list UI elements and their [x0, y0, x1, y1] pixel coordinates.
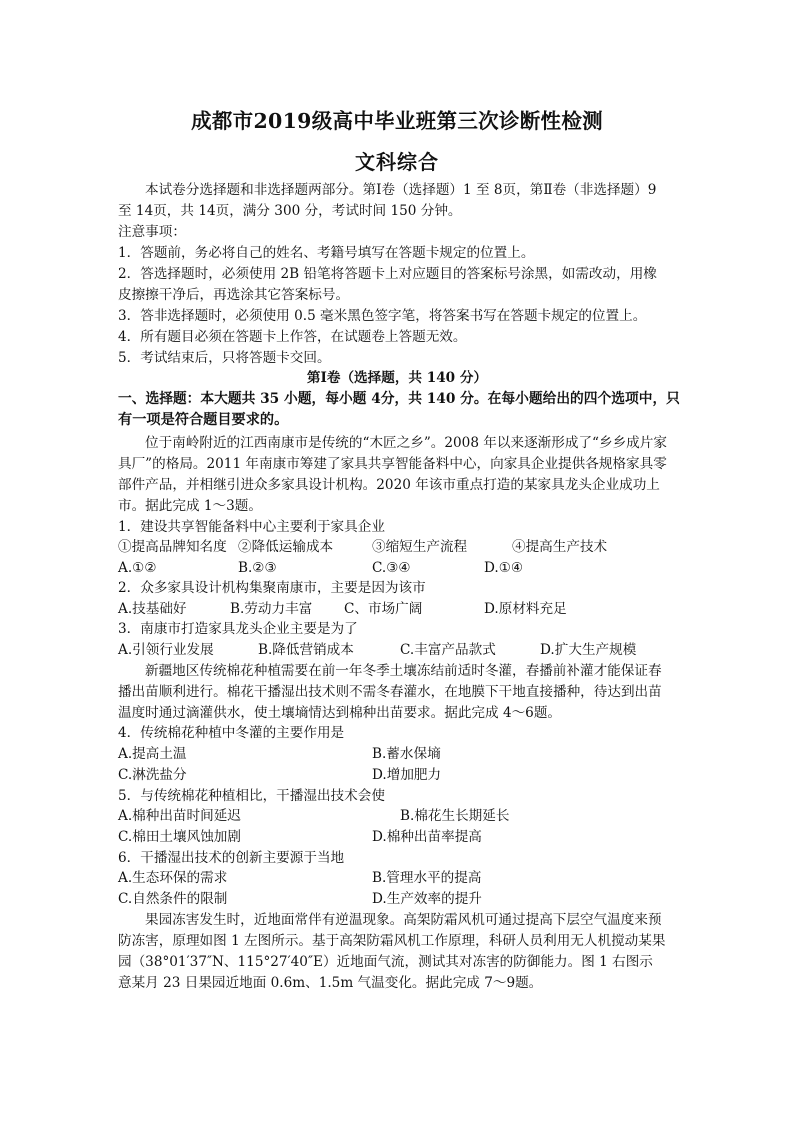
passage-line: 意某月 23 日果园近地面 0.6m、1.5m 气温变化。据此完成 7～9题。 — [118, 975, 543, 991]
exam-subtitle: 文科综合 — [355, 150, 439, 174]
statement-item: ②降低运输成本 — [238, 539, 334, 555]
statement-item: ④提高生产技术 — [512, 539, 608, 555]
answer-option: C.自然条件的限制 — [118, 891, 228, 907]
answer-option: C.丰富产品款式 — [400, 642, 496, 658]
intro-line: 至 14页，共 14页，满分 300 分，考试时间 150 分钟。 — [118, 203, 462, 219]
notice-line: 皮擦擦干净后，再选涂其它答案标号。 — [118, 287, 350, 303]
answer-option: D.①④ — [484, 560, 524, 576]
answer-option: A.生态环保的需求 — [118, 870, 228, 886]
part-title: 第Ⅰ卷（选择题，共 140 分） — [306, 370, 488, 386]
section-heading-line: 有一项是符合题目要求的。 — [118, 412, 289, 428]
exam-title: 成都市2019级高中毕业班第三次诊断性检测 — [191, 109, 603, 133]
answer-option: A.技基础好 — [118, 601, 187, 617]
answer-option: C.③④ — [372, 560, 411, 576]
answer-option: B.②③ — [238, 560, 277, 576]
answer-option: B.蓄水保墒 — [372, 746, 441, 762]
notice-line: 2．答选择题时，必须使用 2B 铅笔将答题卡上对应题目的答案标号涂黑，如需改动，用橡 — [118, 266, 657, 282]
question-stem: 1．建设共享智能备料中心主要利于家具企业 — [118, 519, 385, 535]
statement-item: ①提高品牌知名度 — [118, 539, 227, 555]
passage-line: 新疆地区传统棉花种植需要在前一年冬季土壤冻结前适时冬灌，春播前补灌才能保证春 — [145, 663, 662, 679]
passage-line: 园（38°01′37″N、115°27′40″E）近地面气流，测试其对冻害的防御能力。图 1 右图示 — [118, 954, 653, 970]
passage-line: 温度时通过滴灌供水，使土壤墒情达到棉种出苗要求。据此完成 4～6题。 — [118, 705, 562, 721]
notice-line: 4．所有题目必须在答题卡上作答，在试题卷上答题无效。 — [118, 329, 467, 345]
answer-option: C.淋洗盐分 — [118, 767, 187, 783]
passage-line: 防冻害，原理如图 1 左图所示。基于高架防霜风机工作原理，科研人员利用无人机搅动某果 — [118, 933, 666, 949]
section-heading-line: 一、选择题：本大题共 35 小题，每小题 4分，共 140 分。在每小题给出的四个选项中，只 — [118, 391, 680, 407]
passage-line: 部件产品，并相继引进众多家具设计机构。2020 年该市重点打造的某家具龙头企业成功上 — [118, 477, 660, 493]
answer-option: B.劳动力丰富 — [230, 601, 313, 617]
notice-line: 1．答题前，务必将自己的姓名、考籍号填写在答题卡规定的位置上。 — [118, 245, 535, 261]
answer-option: B.降低营销成本 — [258, 642, 354, 658]
answer-option: D.生产效率的提升 — [372, 891, 482, 907]
passage-line: 位于南岭附近的江西南康市是传统的“木匠之乡”。2008 年以来逐渐形成了“乡乡成片家 — [145, 435, 667, 451]
answer-option: A.引领行业发展 — [118, 642, 214, 658]
question-stem: 2．众多家具设计机构集聚南康市，主要是因为该市 — [118, 580, 426, 596]
answer-option: A.①② — [118, 560, 157, 576]
passage-line: 具厂”的格局。2011 年南康市筹建了家具共享智能备料中心，向家具企业提供各规格家具零 — [118, 456, 667, 472]
answer-option: C.棉田土壤风蚀加剧 — [118, 829, 241, 845]
answer-option: C、市场广阔 — [344, 601, 423, 617]
passage-line: 市。据此完成 1～3题。 — [118, 498, 262, 514]
notice-line: 3．答非选择题时，必须使用 0.5 毫米黑色签字笔，将答案书写在答题卡规定的位置上。 — [118, 308, 647, 324]
passage-line: 播出苗顺利进行。棉花干播湿出技术则不需冬春灌水，在地膜下干地直接播种，待达到出苗 — [118, 684, 662, 700]
answer-option: D.扩大生产规模 — [540, 642, 637, 658]
answer-option: D.原材料充足 — [484, 601, 567, 617]
answer-option: A.棉种出苗时间延迟 — [118, 808, 241, 824]
notice-line: 5．考试结束后，只将答题卡交回。 — [118, 350, 331, 366]
answer-option: B.棉花生长期延长 — [400, 808, 510, 824]
question-stem: 4．传统棉花种植中冬灌的主要作用是 — [118, 725, 345, 741]
statement-item: ③缩短生产流程 — [372, 539, 468, 555]
passage-line: 果园冻害发生时，近地面常伴有逆温现象。高架防霜风机可通过提高下层空气温度来预 — [145, 912, 662, 928]
answer-option: D.棉种出苗率提高 — [372, 829, 482, 845]
answer-option: D.增加肥力 — [372, 767, 442, 783]
answer-option: B.管理水平的提高 — [372, 870, 482, 886]
notice-title: 注意事项： — [118, 224, 186, 240]
intro-line: 本试卷分选择题和非选择题两部分。第Ⅰ卷（选择题）1 至 8页，第Ⅱ卷（非选择题）9 — [145, 182, 657, 198]
answer-option: A.提高土温 — [118, 746, 187, 762]
question-stem: 5．与传统棉花种植相比，干播湿出技术会使 — [118, 788, 385, 804]
question-stem: 3．南康市打造家具龙头企业主要是为了 — [118, 621, 358, 637]
question-stem: 6．干播湿出技术的创新主要源于当地 — [118, 850, 345, 866]
